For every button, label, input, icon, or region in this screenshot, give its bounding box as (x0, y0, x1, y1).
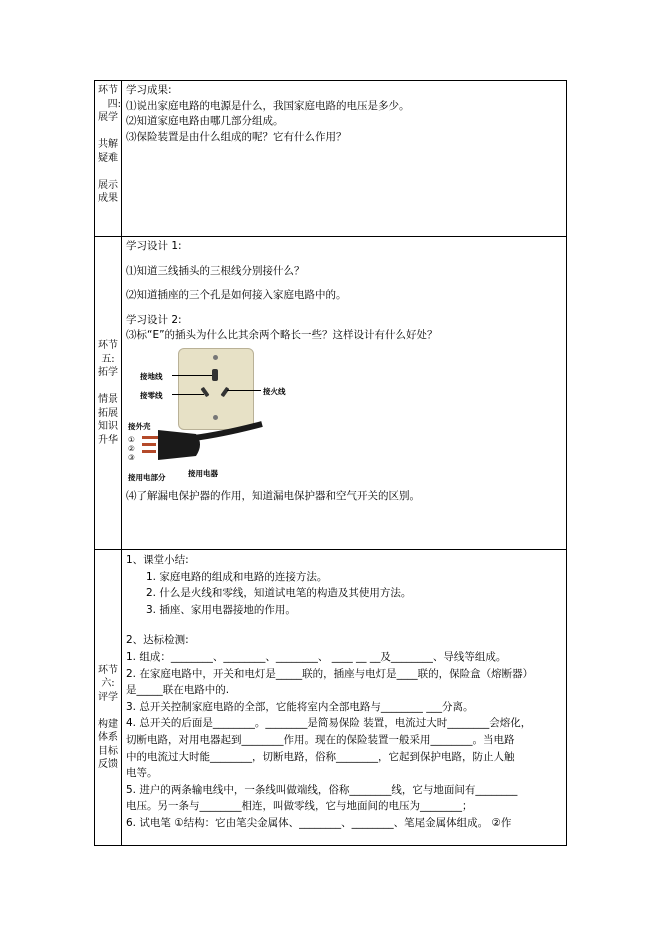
question-2-cont: 是_____联在电路中的. (126, 684, 230, 697)
result-item: ⑴说出家庭电路的电源是什么，我国家庭电路的电压是多少。 (126, 99, 410, 112)
side-text: 评学 (98, 691, 118, 703)
side-text: 五: (101, 353, 115, 365)
side-text: 情景 (98, 394, 118, 405)
question-6: 6. 试电笔 ①结构：它由笔尖金属体、________、________、笔尾金属体组成。 ②作 (126, 816, 512, 829)
electric-part-label: 接用电部分 (128, 472, 166, 482)
screw-icon (213, 355, 218, 360)
side-text: 拓学 (98, 367, 118, 378)
summary-item: 1. 家庭电路的组成和电路的连接方法。 (146, 570, 328, 583)
pointer-line (172, 375, 212, 376)
section-4-row (95, 81, 567, 237)
live-wire-label: 接火线 (263, 386, 286, 396)
section-6-row (95, 550, 567, 846)
design-item: ⑶标“E”的插头为什么比其余两个略长一些？这样设计有什么好处？ (126, 329, 438, 341)
side-text: 体系 (98, 732, 118, 743)
side-text: 环节 (98, 340, 118, 351)
question-5: 5. 进户的两条输电线中，一条线叫做端线，俗称________线，它与地面间有________ (126, 783, 518, 796)
design-item: ⑵知道插座的三个孔是如何接入家庭电路中的。 (126, 289, 347, 301)
lesson-plan-table (94, 80, 567, 846)
side-text: 成果 (98, 193, 118, 204)
question-4-cont: 电等。 (126, 767, 158, 780)
design-item: ⑴知道三线插头的三根线分别接什么？ (126, 264, 305, 277)
question-5-cont: 电压。另一条与________相连，叫做零线，它与地面间的电压为________； (126, 800, 473, 813)
side-spacer (95, 165, 121, 179)
side-text: 六: (101, 678, 115, 689)
ground-hole-icon (212, 369, 218, 381)
side-text: 展示 (98, 179, 118, 191)
section-6-side-label (95, 550, 122, 846)
side-text: 拓展 (98, 407, 118, 419)
question-3: 3. 总开关控制家庭电路的全部，它能将室内全部电路与________ ___分离。 (126, 700, 474, 713)
side-text: 疑难 (98, 152, 118, 164)
side-text: 反馈 (98, 759, 118, 770)
neutral-hole-icon (200, 386, 209, 396)
test-title: 2、达标检测: (126, 634, 189, 647)
side-text: 环节 (98, 85, 118, 96)
side-text: 升华 (98, 434, 118, 446)
question-4: 4. 总开关的后面是________。________是简易保险 装置，电流过大时________会熔化， (126, 717, 532, 730)
question-4-cont: 切断电路，对用电器起到________作用。现在的保险装置一般采用________。当电路 (126, 733, 515, 746)
design-1-title: 学习设计 1: (126, 240, 182, 252)
side-spacer (95, 380, 121, 394)
pointer-line (227, 390, 261, 391)
design-item: ⑷了解漏电保护器的作用，知道漏电保护器和空气开关的区别。 (126, 489, 420, 502)
side-text: 四: (107, 98, 121, 110)
live-hole-icon (220, 386, 229, 396)
question-4-cont: 中的电流过大时能________，切断电路，俗称________，它起到保护电路，防止人触 (126, 750, 515, 763)
side-text: 知识 (98, 421, 118, 432)
result-item: ⑶保险装置是由什么组成的呢？它有什么作用？ (126, 130, 347, 143)
side-text: 展学 (98, 112, 118, 123)
question-2: 2. 在家庭电路中，开关和电灯是_____联的，插座与电灯是____联的，保险盒（熔断器） (126, 667, 534, 680)
appliance-label: 接用电器 (188, 468, 218, 478)
side-text: 共解 (98, 139, 118, 150)
section-6-content (122, 550, 567, 846)
pin-mark: ③ (128, 452, 135, 462)
section-5-row (95, 237, 567, 550)
result-item: ⑵知道家庭电路由哪几部分组成。 (126, 115, 284, 127)
plug-image (134, 420, 264, 468)
side-spacer (95, 704, 121, 718)
pointer-line (172, 394, 204, 395)
summary-title: 1、课堂小结: (126, 554, 189, 566)
question-1: 1. 组成：________、________、________、 ____ __ __及________、导线等组成。 (126, 650, 507, 663)
section-4-content (122, 81, 567, 237)
pin-mark: ① (128, 434, 135, 444)
section-5-side-label (95, 237, 122, 550)
results-title: 学习成果: (126, 84, 172, 96)
design-2-title: 学习设计 2: (126, 313, 182, 326)
socket-image (178, 348, 254, 430)
neutral-wire-label: 接零线 (140, 390, 163, 400)
side-spacer (95, 125, 121, 139)
side-text: 环节 (98, 664, 118, 676)
pin-mark: ② (128, 443, 135, 453)
plug-socket-figure (126, 348, 286, 483)
summary-item: 3. 插座、家用电器接地的作用。 (146, 603, 296, 616)
summary-item: 2. 什么是火线和零线，知道试电笔的构造及其使用方法。 (146, 587, 412, 600)
section-4-side-label (95, 81, 122, 237)
side-text: 目标 (98, 745, 118, 757)
shell-label: 接外壳 (128, 421, 151, 431)
ground-wire-label: 接地线 (140, 371, 163, 381)
side-text: 构建 (98, 718, 118, 730)
section-5-content (122, 237, 567, 550)
